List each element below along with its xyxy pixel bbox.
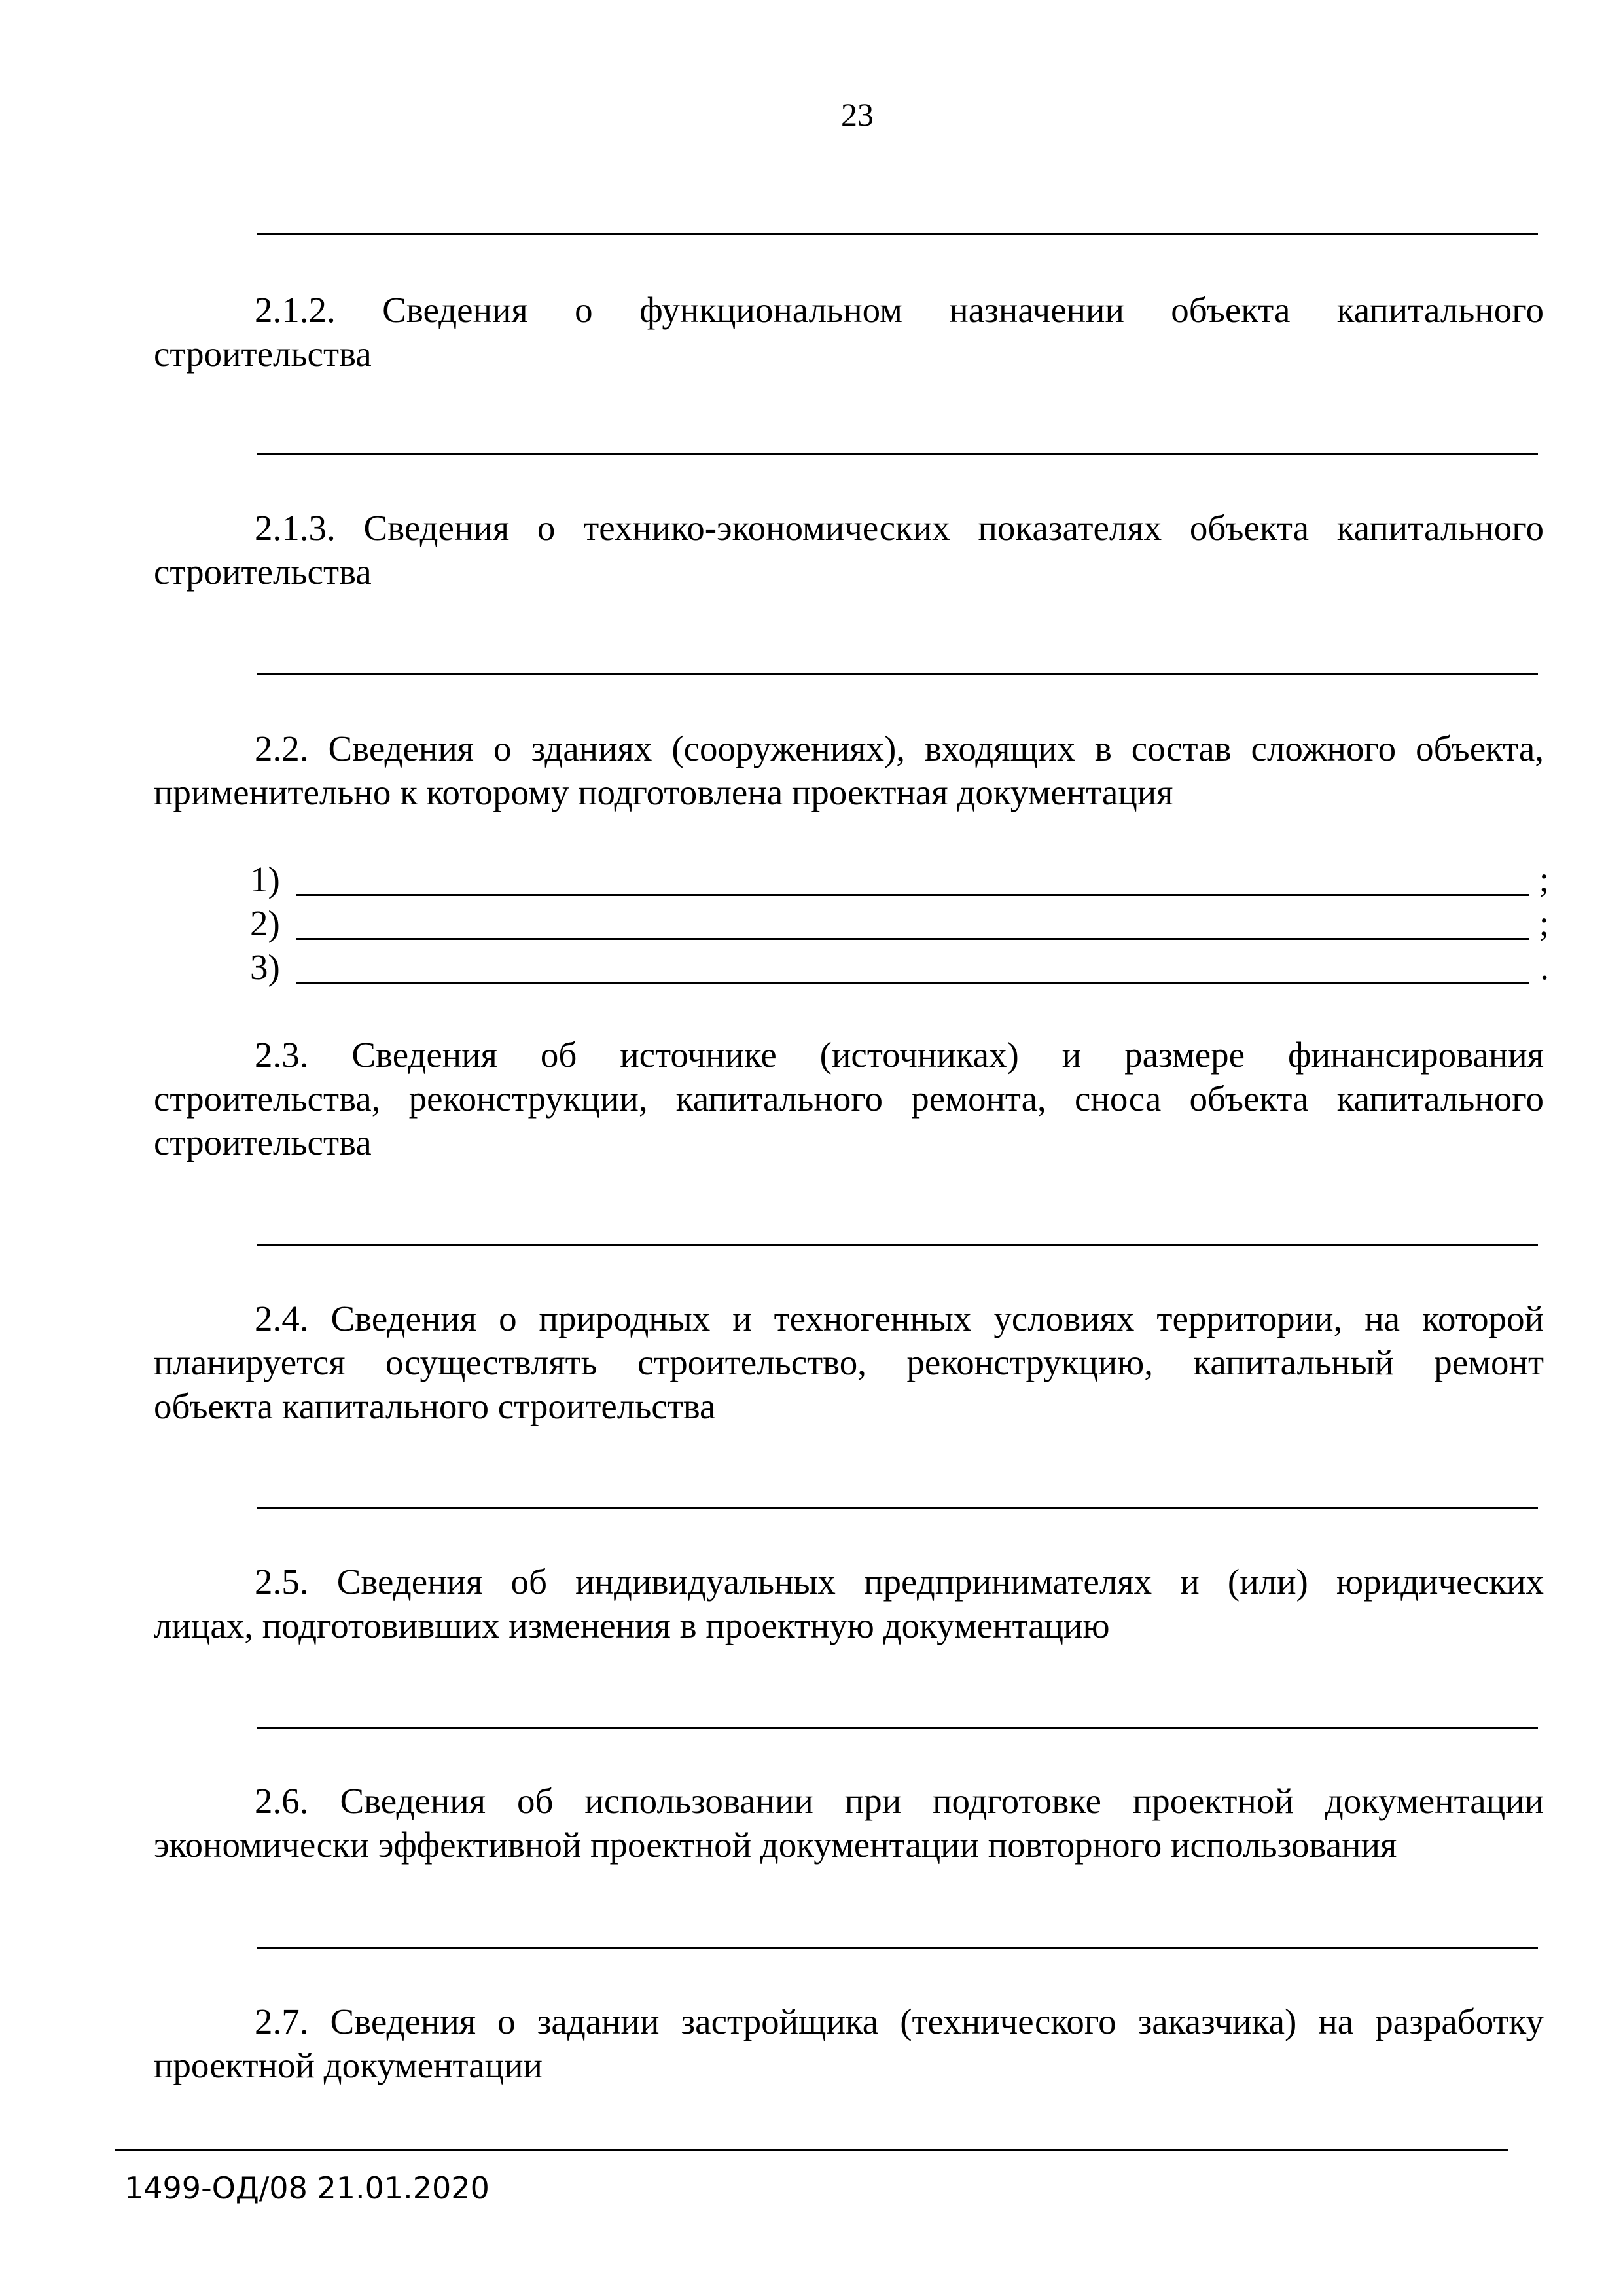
section-2-7-line-2: проектной документации (154, 2045, 543, 2085)
section-2-1-3-line-2: строительства (154, 552, 372, 592)
section-2-4-line-2: планируется осуществлять строительство, реконструкцию, капитальный ремонт (154, 1342, 1544, 1382)
list-item-end-mark: . (1540, 947, 1549, 987)
section-2-5 (154, 1560, 1544, 1647)
section-2-5-line-2: лицах, подготовивших изменения в проектную документацию (154, 1605, 1110, 1645)
blank-line-2-3 (257, 1244, 1538, 1246)
list-item-end-mark: ; (1539, 903, 1549, 943)
footer-divider (115, 2149, 1508, 2151)
section-2-4 (154, 1297, 1544, 1428)
section-2-3 (154, 1033, 1544, 1164)
section-2-4-line-1: 2.4. Сведения о природных и техногенных условиях территории, на которой (255, 1299, 1544, 1338)
section-2-6-line-1: 2.6. Сведения об использовании при подготовке проектной документации (255, 1781, 1544, 1821)
section-2-1-3 (154, 506, 1544, 594)
blank-line-2-4 (257, 1507, 1538, 1509)
list-item-number: 2) (250, 903, 280, 943)
list-item-number: 1) (250, 859, 280, 899)
list-item-blank-line (296, 938, 1529, 940)
section-2-6 (154, 1779, 1544, 1867)
list-item-blank-line (296, 982, 1529, 984)
section-2-1-3-line-1: 2.1.3. Сведения о технико-экономических показателях объекта капитального (255, 508, 1544, 548)
section-2-5-line-1: 2.5. Сведения об индивидуальных предпринимателях и (или) юридических (255, 1562, 1544, 1602)
page-number: 23 (841, 96, 874, 133)
list-item-2 (250, 901, 1549, 945)
document-code: 1499-ОД/08 21.01.2020 (124, 2170, 490, 2206)
section-2-7 (154, 2000, 1544, 2087)
section-2-2 (154, 726, 1544, 814)
list-item-1 (250, 857, 1549, 901)
section-2-1-2-line-2: строительства (154, 334, 372, 374)
blank-line-2-1-2 (257, 453, 1538, 455)
section-2-2-line-1: 2.2. Сведения о зданиях (сооружениях), входящих в состав сложного объекта, (255, 728, 1544, 768)
section-2-3-line-2: строительства, реконструкции, капитального ремонта, сноса объекта капитального (154, 1079, 1544, 1119)
list-item-3 (250, 945, 1549, 989)
section-2-3-line-3: строительства (154, 1122, 372, 1162)
section-2-1-2 (154, 288, 1544, 376)
list-item-blank-line (296, 894, 1529, 896)
section-2-6-line-2: экономически эффективной проектной документации повторного использования (154, 1825, 1397, 1865)
section-2-4-line-3: объекта капитального строительства (154, 1386, 716, 1426)
blank-line-2-6 (257, 1947, 1538, 1949)
section-2-1-2-line-1: 2.1.2. Сведения о функциональном назначении объекта капитального (255, 290, 1544, 330)
blank-line-2-1-1 (257, 233, 1538, 235)
blank-line-2-1-3 (257, 673, 1538, 675)
list-item-number: 3) (250, 947, 280, 987)
section-2-2-line-2: применительно к которому подготовлена проектная документация (154, 772, 1173, 812)
section-2-3-line-1: 2.3. Сведения об источнике (источниках) и размере финансирования (255, 1035, 1544, 1075)
blank-line-2-5 (257, 1727, 1538, 1729)
section-2-7-line-1: 2.7. Сведения о задании застройщика (технического заказчика) на разработку (255, 2001, 1544, 2041)
list-item-end-mark: ; (1539, 859, 1549, 899)
